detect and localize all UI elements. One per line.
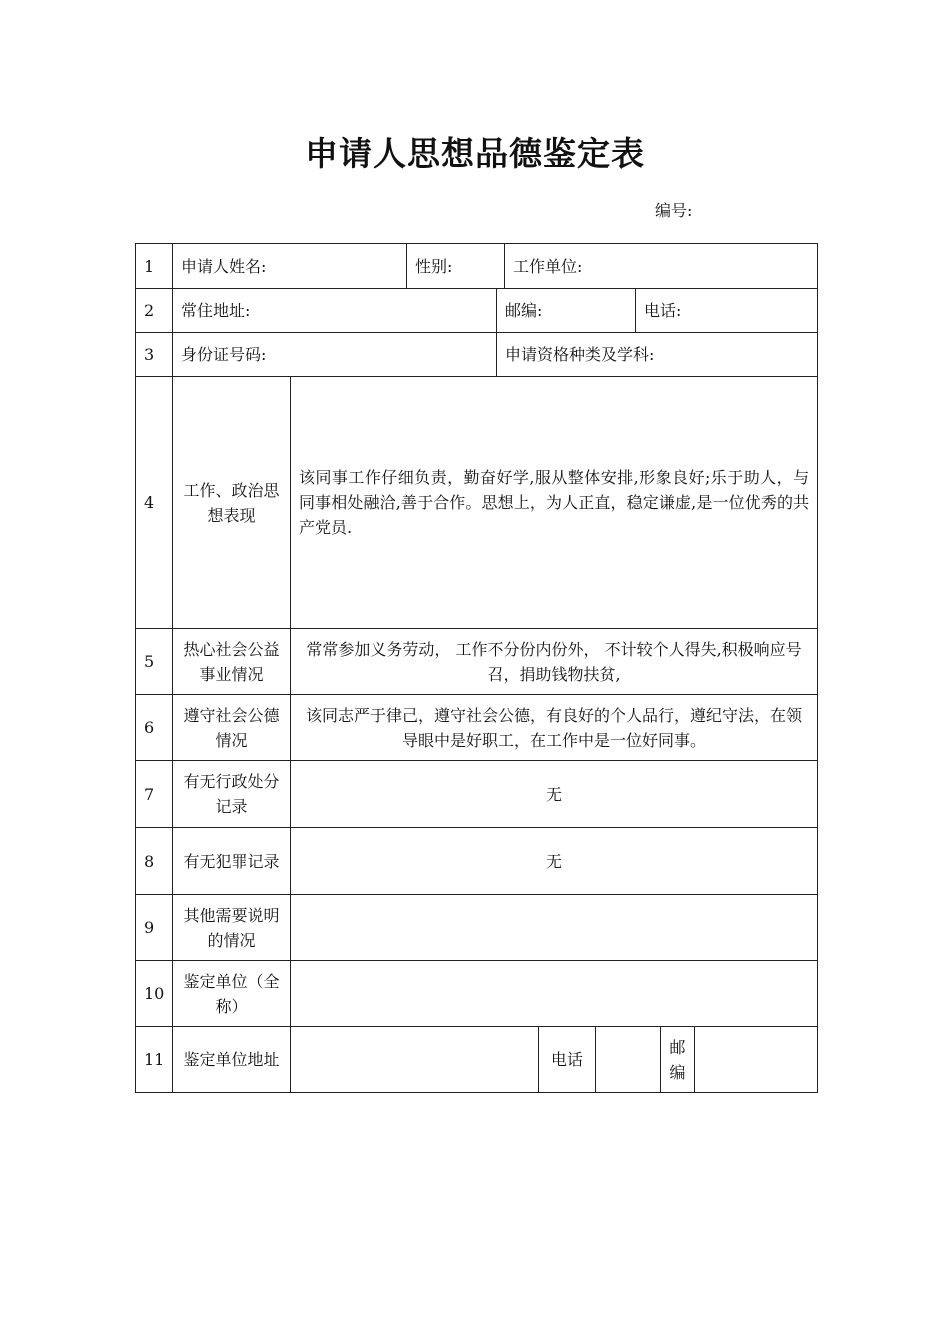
applicant-name-field[interactable]: 申请人姓名:	[173, 244, 407, 289]
gender-field[interactable]: 性别:	[407, 244, 505, 289]
table-row-11	[136, 1027, 818, 1093]
table-row-3	[136, 333, 818, 377]
row-number: 1	[136, 244, 173, 289]
table-row-9	[136, 895, 818, 961]
qualification-field[interactable]: 申请资格种类及学科:	[497, 333, 818, 377]
table-row-10	[136, 961, 818, 1027]
row-number: 4	[136, 377, 173, 629]
criminal-record-content[interactable]: 无	[291, 828, 818, 895]
appraising-unit-address-field[interactable]	[291, 1027, 539, 1093]
appraising-unit-label: 鉴定单位（全称）	[173, 961, 291, 1027]
table-row-6	[136, 695, 818, 761]
row-number: 8	[136, 828, 173, 895]
table-row-5	[136, 629, 818, 695]
public-welfare-label: 热心社会公益事业情况	[173, 629, 291, 695]
work-political-performance-label: 工作、政治思想表现	[173, 377, 291, 629]
social-ethics-content[interactable]: 该同志严于律己，遵守社会公德，有良好的个人品行，遵纪守法，在领导眼中是好职工，在工作中是一位好同事。	[291, 695, 818, 761]
page-title: 申请人思想品德鉴定表	[305, 134, 645, 173]
other-notes-content[interactable]	[291, 895, 818, 961]
public-welfare-content[interactable]: 常常参加义务劳动， 工作不分份内份外， 不计较个人得失,积极响应号召，捐助钱物扶贫,	[291, 629, 818, 695]
unit-phone-label: 电话	[539, 1027, 596, 1093]
other-notes-label: 其他需要说明的情况	[173, 895, 291, 961]
appraising-unit-content[interactable]	[291, 961, 818, 1027]
serial-number-label: 编号:	[655, 201, 693, 220]
criminal-record-label: 有无犯罪记录	[173, 828, 291, 895]
postcode-field[interactable]: 邮编:	[497, 289, 636, 333]
appraising-unit-address-label: 鉴定单位地址	[173, 1027, 291, 1093]
work-political-performance-content[interactable]: 该同事工作仔细负责，勤奋好学,服从整体安排,形象良好;乐于助人，与同事相处融洽,善于合作。思想上，为人正直，稳定谦虚,是一位优秀的共产党员.	[291, 377, 818, 629]
phone-field[interactable]: 电话:	[636, 289, 818, 333]
row-number: 11	[136, 1027, 173, 1093]
row-number: 7	[136, 761, 173, 828]
administrative-penalty-label: 有无行政处分记录	[173, 761, 291, 828]
row-number: 3	[136, 333, 173, 377]
table-row-1	[136, 244, 818, 289]
unit-postcode-field[interactable]	[695, 1027, 818, 1093]
row-number: 9	[136, 895, 173, 961]
table-row-7	[136, 761, 818, 828]
social-ethics-label: 遵守社会公德情况	[173, 695, 291, 761]
table-row-2	[136, 289, 818, 333]
row-number: 6	[136, 695, 173, 761]
table-row-4	[136, 377, 818, 629]
unit-postcode-label: 邮编	[661, 1027, 695, 1093]
appraisal-form-table	[135, 243, 818, 1093]
id-number-field[interactable]: 身份证号码:	[173, 333, 497, 377]
address-field[interactable]: 常住地址:	[173, 289, 497, 333]
table-row-8	[136, 828, 818, 895]
employer-field[interactable]: 工作单位:	[505, 244, 818, 289]
administrative-penalty-content[interactable]: 无	[291, 761, 818, 828]
unit-phone-field[interactable]	[596, 1027, 661, 1093]
row-number: 2	[136, 289, 173, 333]
row-number: 5	[136, 629, 173, 695]
row-number: 10	[136, 961, 173, 1027]
